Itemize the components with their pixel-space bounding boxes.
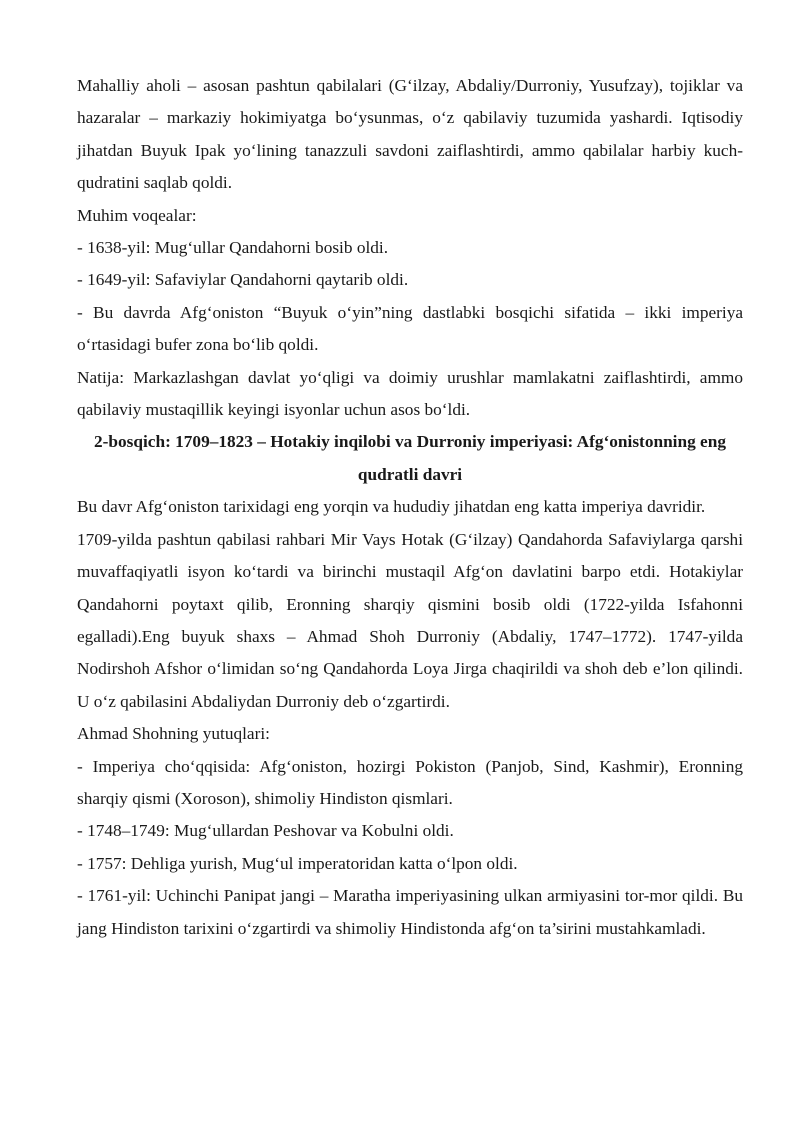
list-item-empire-extent: - Imperiya cho‘qqisida: Afg‘oniston, hozirgi Pokiston (Panjob, Sind, Kashmir), Eronning sharqiy qismi (Xoroson), shimoliy Hindiston qismlari.: [77, 756, 743, 808]
paragraph-result: Natija: Markazlashgan davlat yo‘qligi va doimiy urushlar mamlakatni zaiflashtirdi, ammo qabilaviy mustaqillik keyingi isyonlar uchun asos bo‘ldi.: [77, 367, 743, 420]
list-item-1638: - 1638-yil: Mug‘ullar Qandahorni bosib oldi.: [77, 238, 389, 258]
paragraph-achievements-label: Ahmad Shohning yutuqlari:: [77, 724, 270, 744]
paragraph-mir-vays: 1709-yilda pashtun qabilasi rahbari Mir Vays Hotak (G‘ilzay) Qandahorda Safaviylarga qarshi muvaffaqiyatli isyon ko‘tardi va birinchi mustaqil Afg‘on davlatini barpo etdi. Hotakiylar Qandahorni poytaxt qilib, Eronning sharqiy qismini bosib oldi (1722-yilda Isfahonni egalladi).Eng buyuk shaxs – Ahmad Shoh Durroniy (Abdaliy, 1747–1772). 1747-yilda Nodirshoh Afshor o‘limidan so‘ng Qandahorda Loya Jirga chaqirildi va shoh deb e’lon qilindi. U o‘z qabilasini Abdaliydan Durroniy deb o‘zgartirdi.: [77, 529, 743, 711]
document-page: [77, 70, 743, 945]
list-item-great-game: - Bu davrda Afg‘oniston “Buyuk o‘yin”ning dastlabki bosqichi sifatida – ikki imperiya o‘rtasidagi bufer zona bo‘lib qoldi.: [77, 302, 743, 355]
list-item-1649: - 1649-yil: Safaviylar Qandahorni qaytarib oldi.: [77, 270, 409, 290]
paragraph-era-intro: Bu davr Afg‘oniston tarixidagi eng yorqin va hududiy jihatdan eng katta imperiya davridir.: [77, 497, 706, 517]
section-heading-stage-2: 2-bosqich: 1709–1823 – Hotakiy inqilobi va Durroniy imperiyasi: Afg‘onistonning eng qudratli davri: [94, 432, 726, 484]
paragraph-local-population: Mahalliy aholi – asosan pashtun qabilalari (G‘ilzay, Abdaliy/Durroniy, Yusufzay), tojiklar va hazaralar – markaziy hokimiyatga bo‘ysunmas, o‘z qabilaviy tuzumida yashardi. Iqtisodiy jihatdan Buyuk Ipak yo‘lining tanazzuli savdoni zaiflashtirdi, ammo qabilalar harbiy kuch-qudratini saqlab qoldi.: [77, 76, 743, 193]
list-item-1748-1749: - 1748–1749: Mug‘ullardan Peshovar va Kobulni oldi.: [77, 821, 454, 841]
paragraph-important-events-label: Muhim voqealar:: [77, 205, 197, 225]
list-item-1761: - 1761-yil: Uchinchi Panipat jangi – Maratha imperiyasining ulkan armiyasini tor-mor qildi. Bu jang Hindiston tarixini o‘zgartirdi va shimoliy Hindistonda afg‘on ta’sirini mustahkamladi.: [77, 886, 743, 938]
list-item-1757: - 1757: Dehliga yurish, Mug‘ul imperatoridan katta o‘lpon oldi.: [77, 853, 518, 873]
